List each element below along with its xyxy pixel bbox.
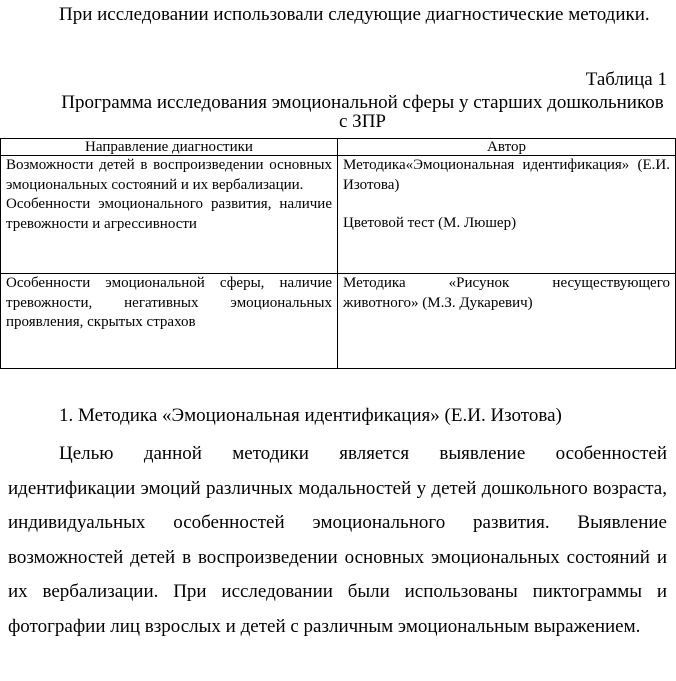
- table-title: Программа исследования эмоциональной сферы у старших дошкольников с ЗПР: [61, 92, 664, 132]
- cell-text: Особенности эмоциональной сферы, наличие тревожности, негативных эмоциональных проявления, скрытых страхов: [6, 275, 332, 330]
- table-cell-author: [338, 274, 676, 369]
- intro-paragraph: При исследовании использовали следующие диагностические методики.: [59, 4, 650, 25]
- cell-text: Цветовой тест (М. Люшер): [343, 215, 517, 231]
- table-row: [1, 156, 676, 274]
- table-row: [1, 274, 676, 369]
- cell-text: Методика «Рисунок несуществующего животного» (М.З. Дукаревич): [343, 275, 670, 311]
- section-body-paragraph: Целью данной методики является выявление особенностей идентификации эмоций различных модальностей у детей дошкольного возраста, индивидуальных особенностей эмоционального развития. Выявление возможностей детей в воспроизведении основных эмоциональных состояний и их вербализации. При исследовании были использованы пиктограммы и фотографии лиц взрослых и детей с различным эмоциональным выражением.: [8, 443, 667, 637]
- table-cell-direction: [1, 274, 338, 369]
- cell-text: Методика«Эмоциональная идентификация» (Е.И. Изотова): [343, 157, 670, 193]
- cell-text: Возможности детей в воспроизведении основных эмоциональных состояний и их вербализации.: [6, 157, 332, 193]
- diagnostics-table: [0, 138, 676, 369]
- table-cell-direction: [1, 156, 338, 274]
- column-header-direction: Направление диагностики: [1, 139, 338, 156]
- table-cell-author: [338, 156, 676, 274]
- cell-spacer: [343, 195, 670, 214]
- cell-text: Особенности эмоционального развития, наличие тревожности и агрессивности: [6, 196, 332, 232]
- table-header-row: [1, 139, 676, 156]
- table-label: Таблица 1: [585, 69, 667, 90]
- section-heading: 1. Методика «Эмоциональная идентификация» (Е.И. Изотова): [59, 405, 562, 426]
- column-header-author: Автор: [338, 139, 676, 156]
